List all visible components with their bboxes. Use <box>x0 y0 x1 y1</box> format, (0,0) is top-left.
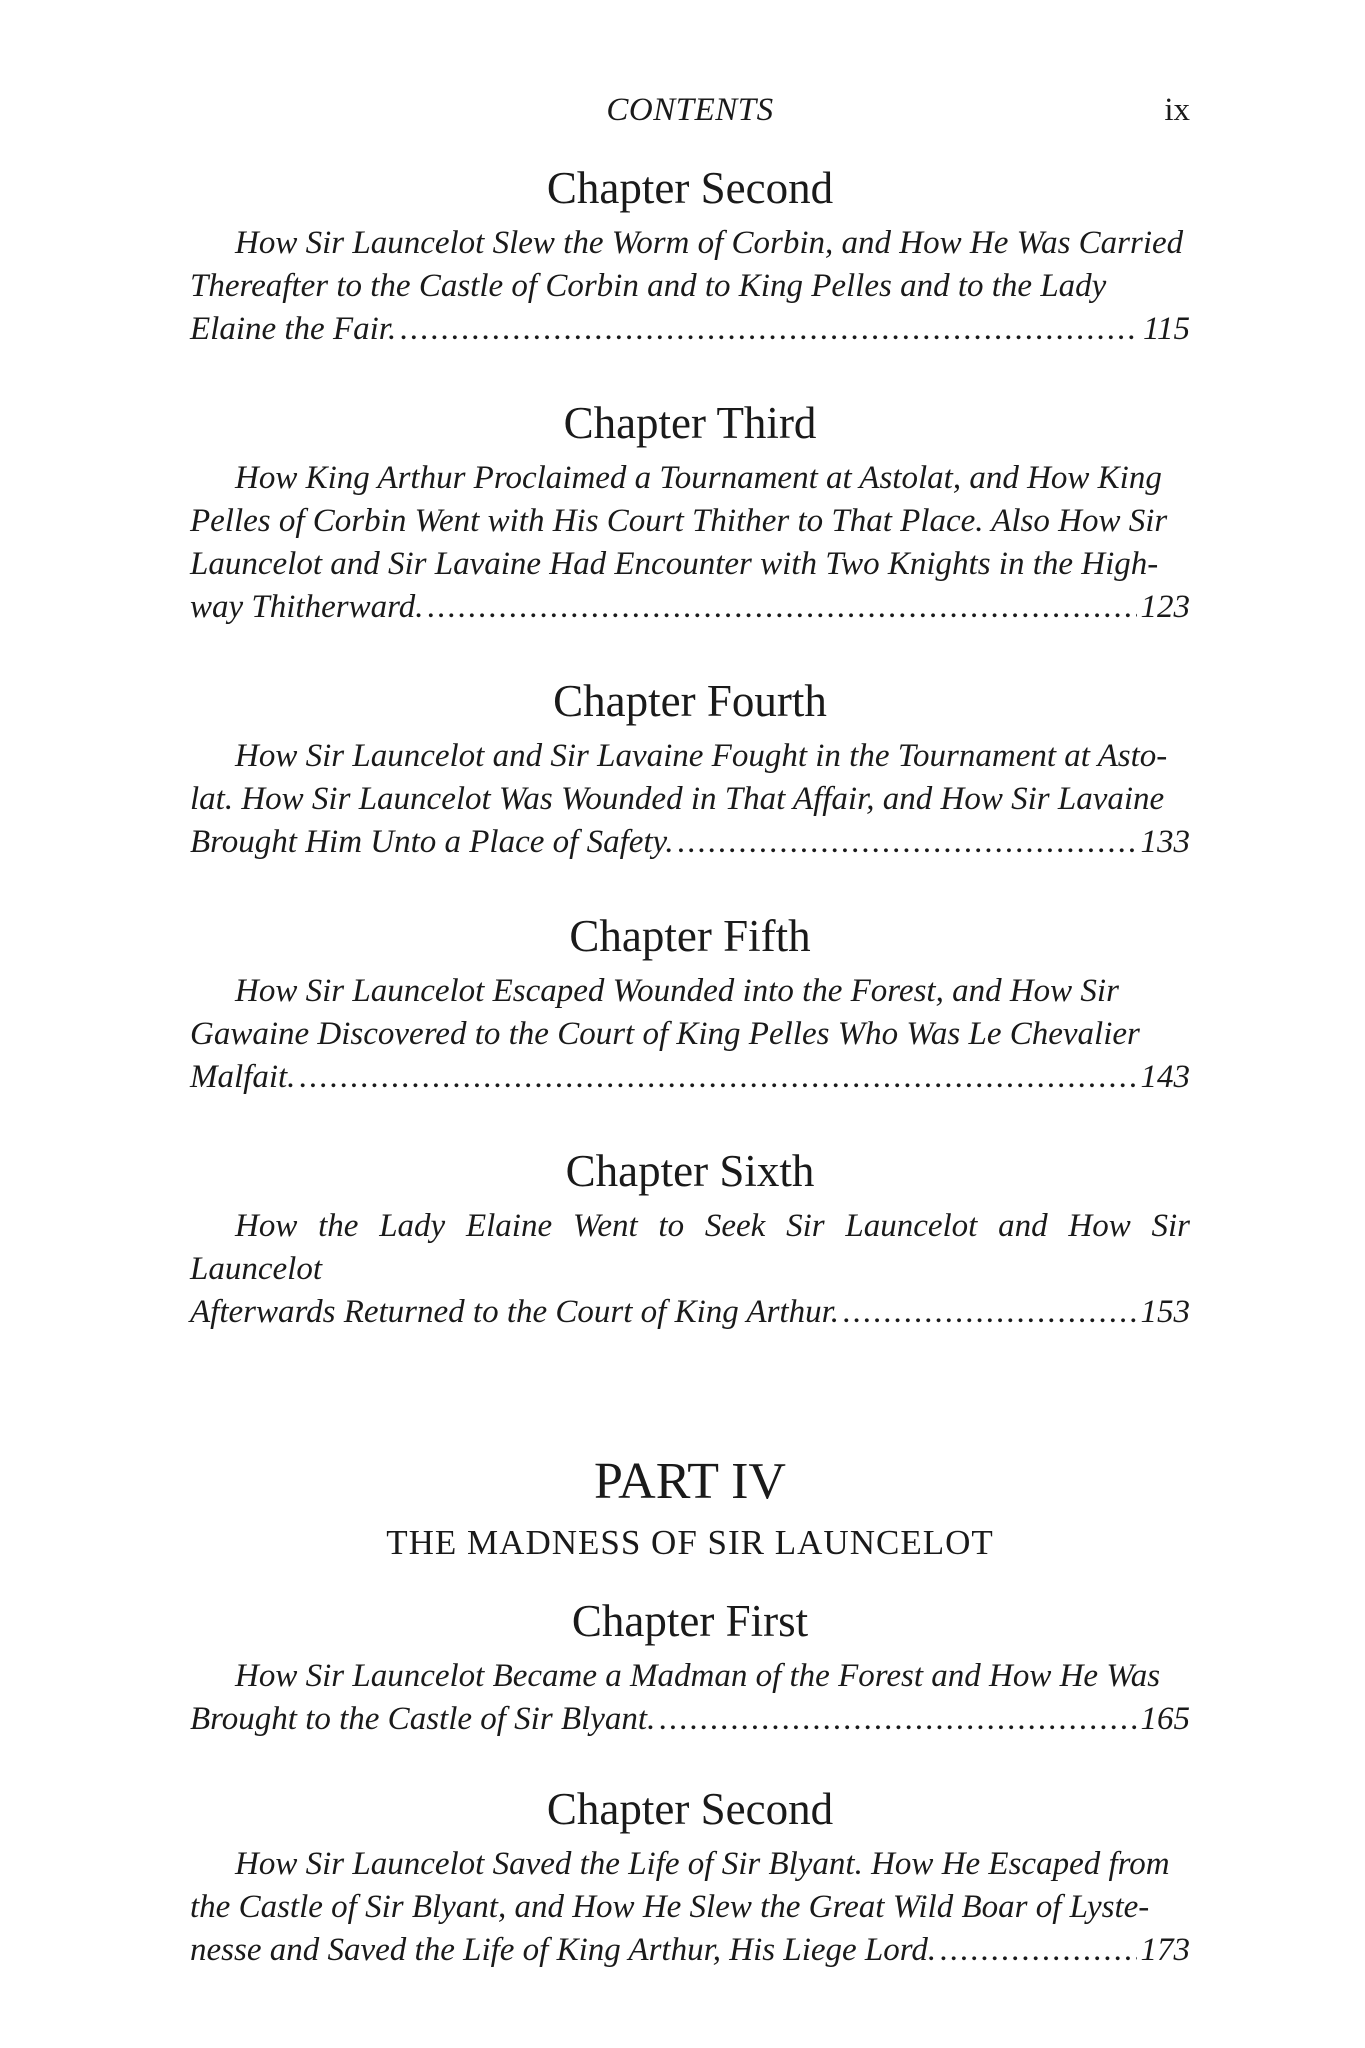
running-head-title: CONTENTS <box>606 92 774 128</box>
running-head <box>190 92 1190 132</box>
chapter-summary-line: lat. How Sir Launcelot Was Wounded in That Affair, and How Sir Lavaine <box>190 781 1165 817</box>
part-heading-block <box>190 1452 1190 1563</box>
chapter-page-number: 153 <box>1140 1294 1190 1330</box>
chapter-page-number: 165 <box>1140 1701 1190 1737</box>
toc-entry <box>190 908 1190 1099</box>
chapter-page-number: 123 <box>1140 589 1190 625</box>
chapter-summary-line: How the Lady Elaine Went to Seek Sir Launcelot and How Sir Launcelot <box>190 1208 1190 1287</box>
table-of-contents <box>190 160 1190 2010</box>
chapter-title: Chapter Third <box>563 398 817 448</box>
toc-entry <box>190 160 1190 351</box>
chapter-summary-last-line <box>190 1056 1190 1099</box>
chapter-summary-last-line <box>190 1929 1190 1972</box>
page-number: ix <box>1164 92 1190 128</box>
chapter-title: Chapter First <box>571 1596 809 1646</box>
chapter-page-number: 115 <box>1142 311 1190 347</box>
chapter-summary-line: How Sir Launcelot Slew the Worm of Corbin, and How He Was Carried <box>235 225 1184 261</box>
dot-leader <box>843 1291 1136 1334</box>
chapter-summary-last-line <box>190 821 1190 864</box>
chapter-summary-line: the Castle of Sir Blyant, and How He Slew the Great Wild Boar of Lyste- <box>190 1889 1150 1925</box>
chapter-summary-last-line <box>190 308 1190 351</box>
part-subtitle: THE MADNESS OF SIR LAUNCELOT <box>386 1523 994 1562</box>
chapter-title: Chapter Second <box>546 1784 834 1834</box>
chapter-summary-last-line <box>190 1291 1190 1334</box>
chapter-summary-text: way Thitherward. <box>190 589 424 625</box>
dot-leader <box>940 1929 1136 1972</box>
chapter-summary-line: How Sir Launcelot Saved the Life of Sir Blyant. How He Escaped from <box>235 1846 1170 1882</box>
chapter-summary-line: How Sir Launcelot Escaped Wounded into the Forest, and How Sir <box>235 973 1119 1009</box>
chapter-title: Chapter Fourth <box>553 676 827 726</box>
chapter-summary-line: Thereafter to the Castle of Corbin and to King Pelles and to the Lady <box>190 268 1107 304</box>
dot-leader <box>427 586 1136 629</box>
chapter-summary-text: nesse and Saved the Life of King Arthur, His Liege Lord. <box>190 1932 937 1968</box>
chapter-summary-last-line <box>190 586 1190 629</box>
toc-entry <box>190 673 1190 864</box>
toc-entry <box>190 1781 1190 1972</box>
chapter-page-number: 173 <box>1140 1932 1190 1968</box>
dot-leader <box>678 821 1137 864</box>
toc-entry <box>190 1143 1190 1334</box>
chapter-page-number: 143 <box>1140 1059 1190 1095</box>
chapter-summary-line: Gawaine Discovered to the Court of King Pelles Who Was Le Chevalier <box>190 1016 1140 1052</box>
chapter-summary-line: How King Arthur Proclaimed a Tournament at Astolat, and How King <box>235 460 1162 496</box>
chapter-summary-text: Malfait. <box>190 1059 296 1095</box>
chapter-summary-last-line <box>190 1698 1190 1741</box>
chapter-summary-text: Brought Him Unto a Place of Safety. <box>190 824 674 860</box>
part-heading: PART IV <box>594 1453 786 1510</box>
chapter-summary-text: Afterwards Returned to the Court of King Arthur. <box>190 1294 840 1330</box>
chapter-title: Chapter Sixth <box>565 1146 815 1196</box>
toc-entry <box>190 395 1190 629</box>
dot-leader <box>400 308 1139 351</box>
chapter-page-number: 133 <box>1140 824 1190 860</box>
dot-leader <box>659 1698 1136 1741</box>
toc-entry <box>190 1593 1190 1741</box>
chapter-summary-line: How Sir Launcelot and Sir Lavaine Fought in the Tournament at Asto- <box>235 738 1168 774</box>
chapter-summary-line: Pelles of Corbin Went with His Court Thither to That Place. Also How Sir <box>190 503 1168 539</box>
chapter-summary-line: Launcelot and Sir Lavaine Had Encounter with Two Knights in the High- <box>190 546 1159 582</box>
chapter-title: Chapter Second <box>546 163 834 213</box>
dot-leader <box>299 1056 1136 1099</box>
chapter-summary-text: Elaine the Fair. <box>190 311 397 347</box>
chapter-summary-text: Brought to the Castle of Sir Blyant. <box>190 1701 656 1737</box>
chapter-summary-line: How Sir Launcelot Became a Madman of the Forest and How He Was <box>235 1658 1161 1694</box>
chapter-title: Chapter Fifth <box>569 911 811 961</box>
